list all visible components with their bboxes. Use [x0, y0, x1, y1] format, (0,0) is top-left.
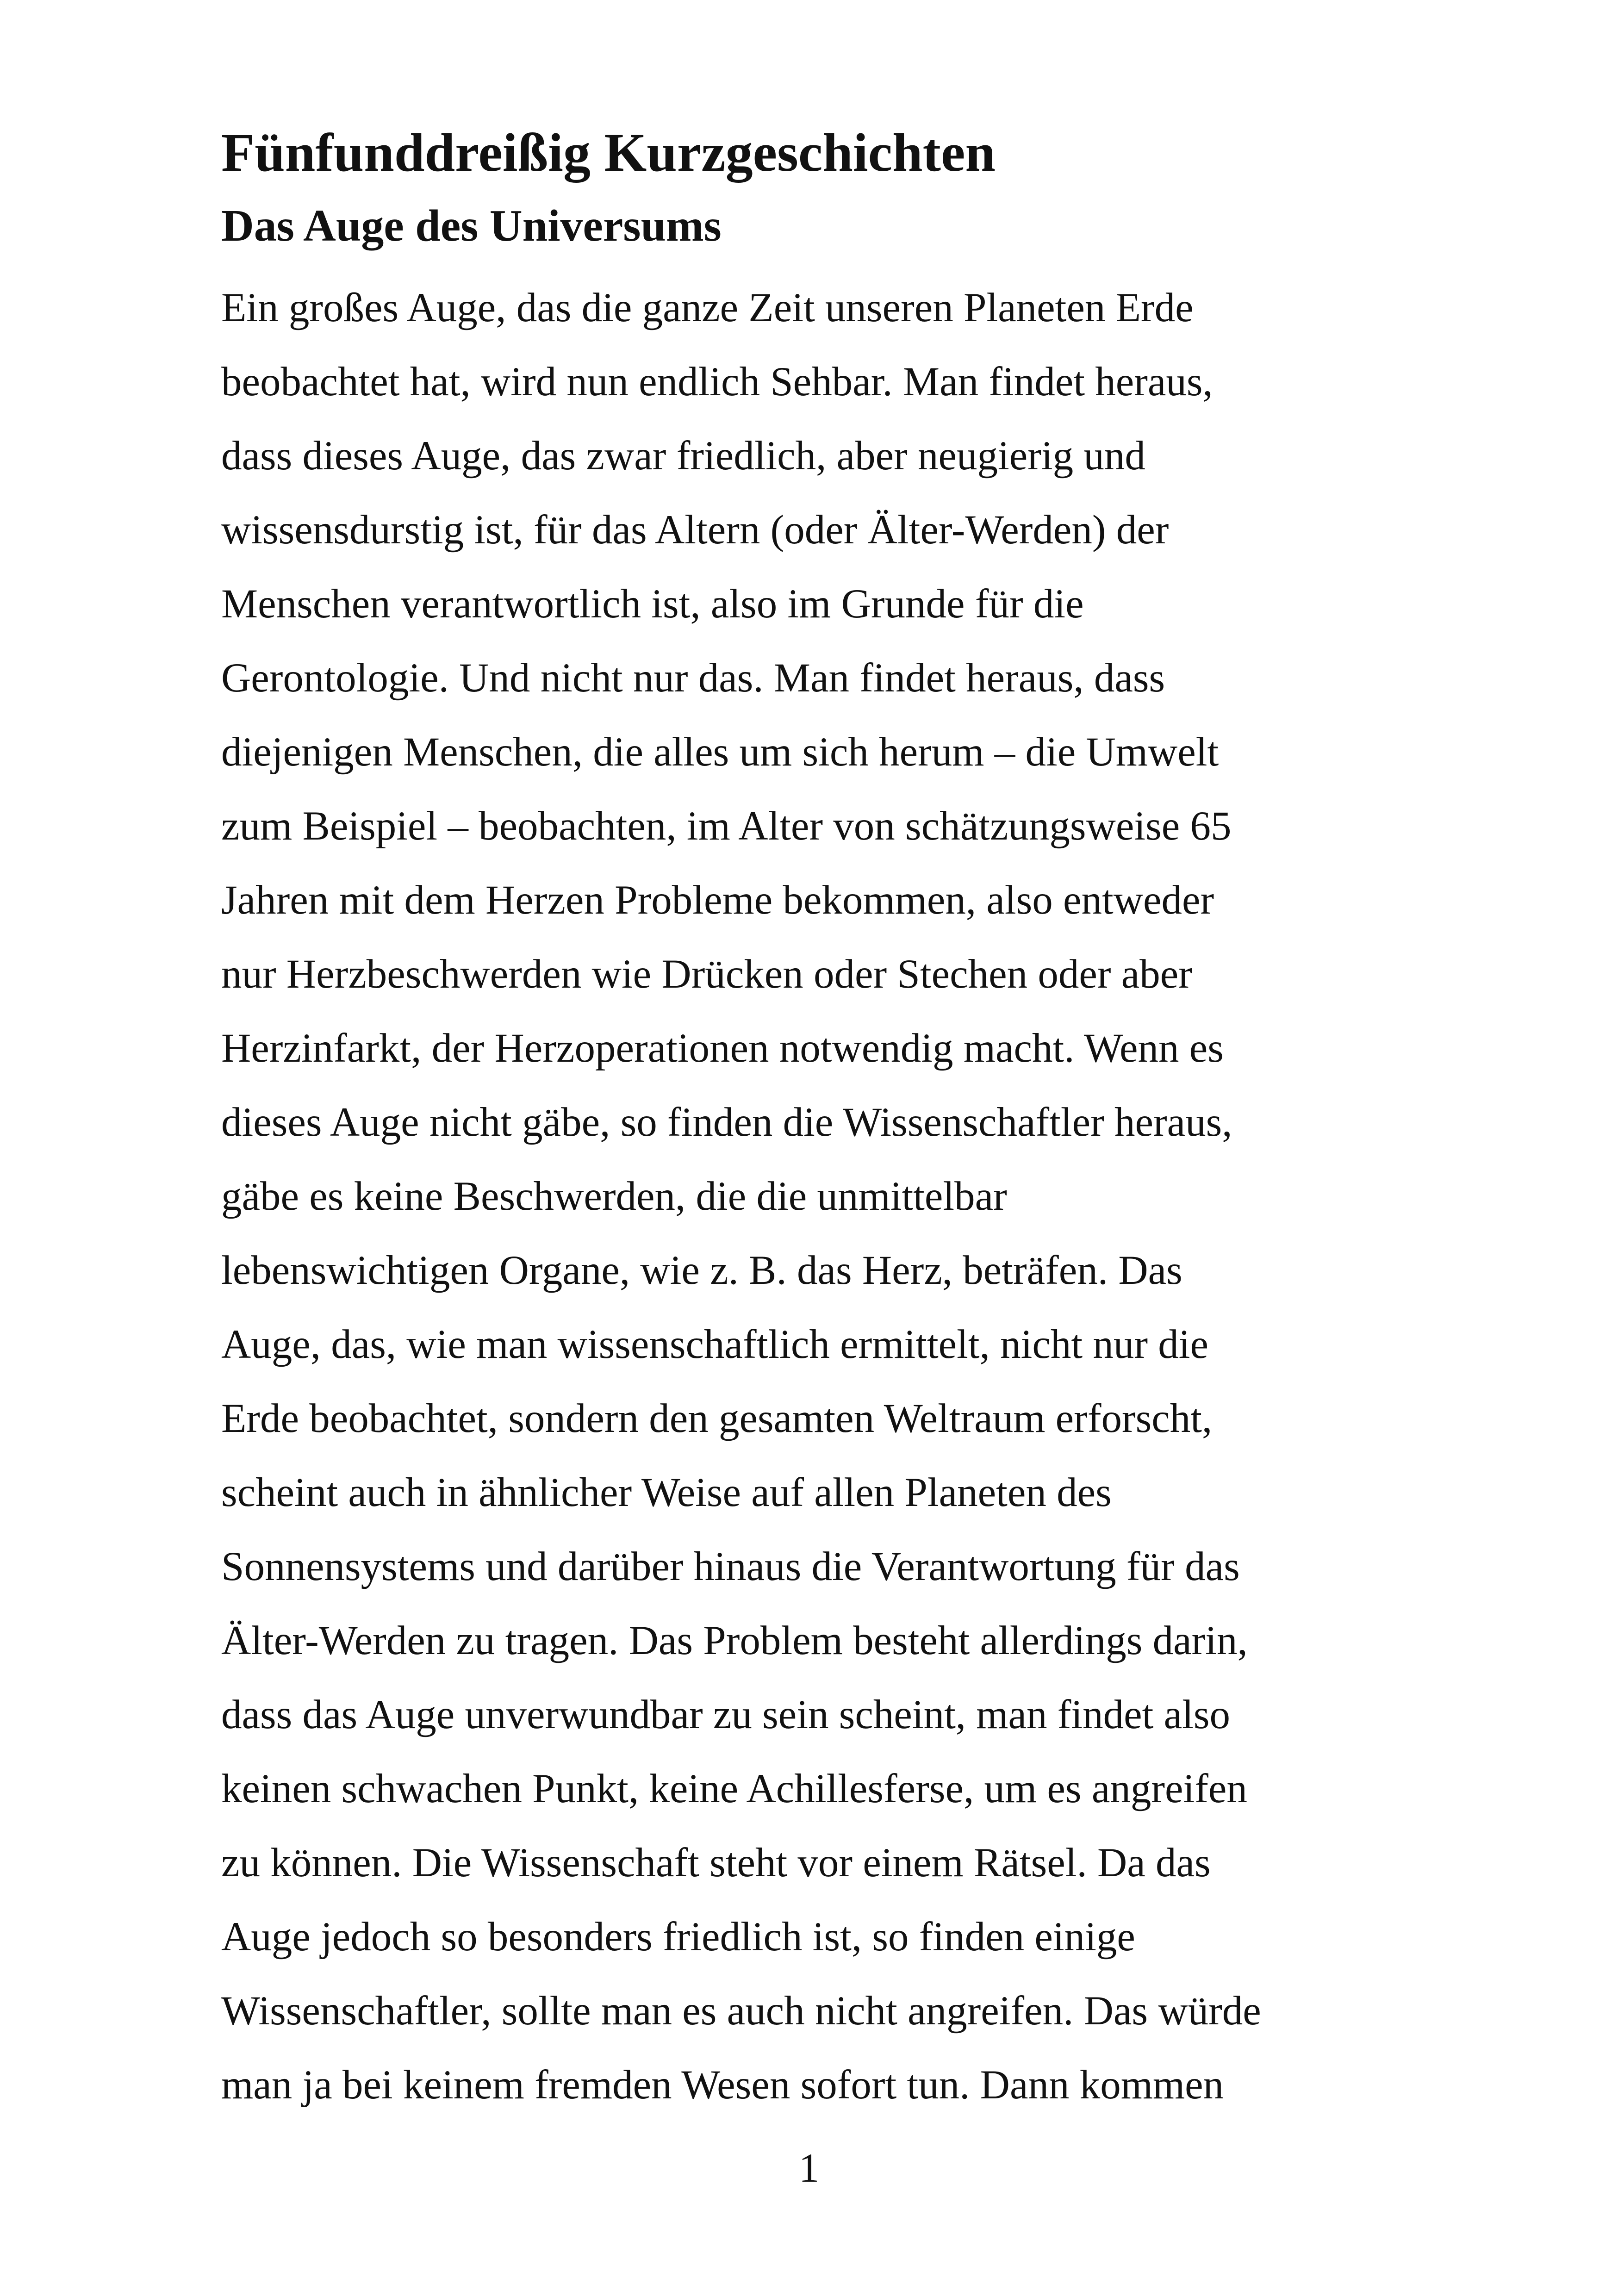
page-number: 1: [798, 2146, 820, 2191]
text-line: zu können. Die Wissenschaft steht vor einem Rätsel. Da das: [221, 1840, 1211, 1885]
chapter-title: Das Auge des Universums: [221, 201, 722, 251]
body-text: [221, 271, 1406, 2122]
text-line: man ja bei keinem fremden Wesen sofort tun. Dann kommen: [221, 2062, 1224, 2108]
text-line: dieses Auge nicht gäbe, so finden die Wissenschaftler heraus,: [221, 1100, 1232, 1145]
text-line: Auge, das, wie man wissenschaftlich ermittelt, nicht nur die: [221, 1322, 1208, 1367]
text-line: gäbe es keine Beschwerden, die die unmittelbar: [221, 1174, 1007, 1219]
text-line: Menschen verantwortlich ist, also im Grunde für die: [221, 581, 1084, 627]
text-line: Jahren mit dem Herzen Probleme bekommen, also entweder: [221, 877, 1214, 923]
text-line: diejenigen Menschen, die alles um sich herum – die Umwelt: [221, 729, 1219, 775]
text-line: dass dieses Auge, das zwar friedlich, aber neugierig und: [221, 433, 1145, 479]
text-line: Wissenschaftler, sollte man es auch nicht angreifen. Das würde: [221, 1988, 1261, 2034]
text-line: dass das Auge unverwundbar zu sein scheint, man findet also: [221, 1692, 1230, 1737]
text-line: nur Herzbeschwerden wie Drücken oder Stechen oder aber: [221, 952, 1192, 997]
text-line: Sonnensystems und darüber hinaus die Verantwortung für das: [221, 1544, 1240, 1589]
text-line: Ein großes Auge, das die ganze Zeit unseren Planeten Erde: [221, 285, 1194, 330]
text-line: zum Beispiel – beobachten, im Alter von schätzungsweise 65: [221, 803, 1232, 849]
text-line: Älter-Werden zu tragen. Das Problem besteht allerdings darin,: [221, 1618, 1248, 1663]
text-line: Erde beobachtet, sondern den gesamten Weltraum erforscht,: [221, 1396, 1213, 1441]
book-title: Fünfunddreißig Kurzgeschichten: [221, 122, 996, 183]
text-line: Herzinfarkt, der Herzoperationen notwendig macht. Wenn es: [221, 1026, 1224, 1071]
text-line: wissensdurstig ist, für das Altern (oder Älter-Werden) der: [221, 507, 1169, 553]
text-line: Gerontologie. Und nicht nur das. Man findet heraus, dass: [221, 655, 1165, 701]
text-line: beobachtet hat, wird nun endlich Sehbar. Man findet heraus,: [221, 359, 1213, 404]
text-line: Auge jedoch so besonders friedlich ist, so finden einige: [221, 1914, 1135, 1960]
text-line: keinen schwachen Punkt, keine Achillesferse, um es angreifen: [221, 1766, 1247, 1811]
text-line: scheint auch in ähnlicher Weise auf allen Planeten des: [221, 1470, 1112, 1515]
text-line: lebenswichtigen Organe, wie z. B. das Herz, beträfen. Das: [221, 1248, 1182, 1293]
